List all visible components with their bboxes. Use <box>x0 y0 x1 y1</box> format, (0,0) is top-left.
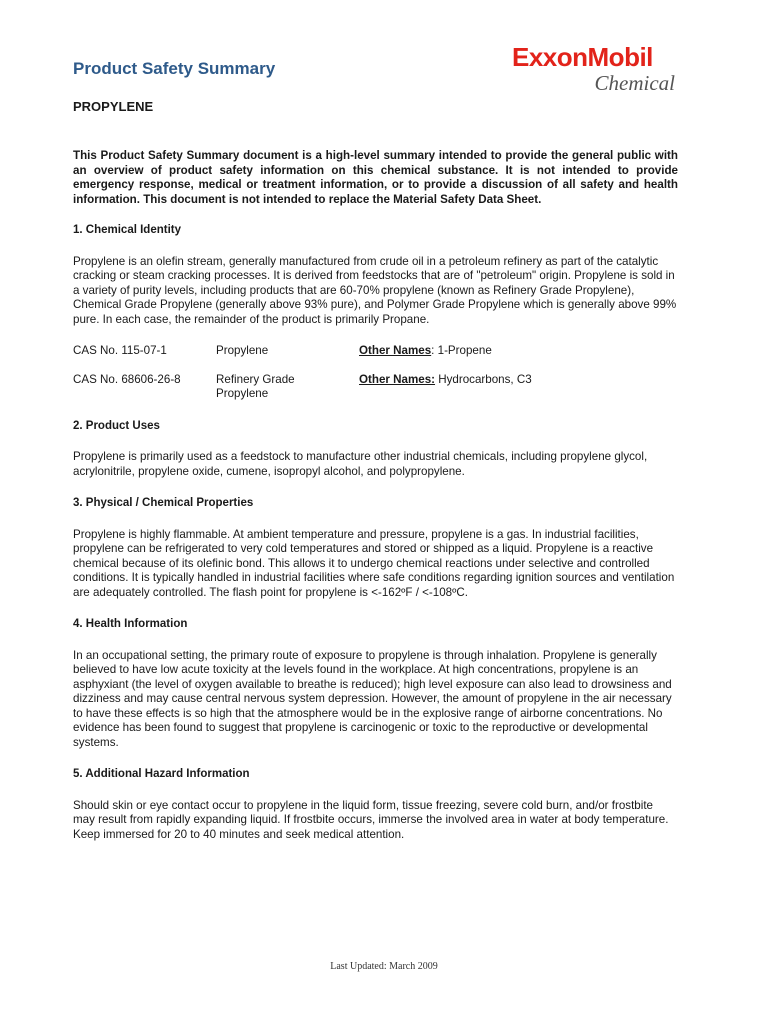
other-names-separator: : <box>431 344 435 357</box>
intro-paragraph: This Product Safety Summary document is a high-level summary intended to provide the general public with an overview of product safety information on this chemical substance. It is not intended to provide emergency response, medical or treatment information, or to provide a discussion of all safety and health information. This document is not intended to replace the Material Safety Data Sheet. <box>73 149 678 206</box>
logo-subtitle: Chemical <box>594 71 675 95</box>
cas-other-names <box>359 344 678 359</box>
cas-other-names <box>359 373 678 402</box>
physical-properties-text: Propylene is highly flammable. At ambient temperature and pressure, propylene is a gas. In industrial facilities, propylene can be refrigerated to very cold temperatures and stored or shipped as a liquid. Propylene is a reactive chemical because of its olefinic bond. This allows it to undergo chemical reactions under selective and controlled conditions. It is typically handled in industrial facilities where safe conditions regarding ignition sources and ventilation are adequately controlled. The flash point for propylene is <-162ºF / <-108ºC. <box>73 527 675 599</box>
document-body <box>73 149 678 859</box>
other-names-label: Other Names: <box>359 372 436 386</box>
cas-row <box>73 373 678 402</box>
health-information-text: In an occupational setting, the primary route of exposure to propylene is through inhalation. Propylene is generally believed to have low acute toxicity at the levels found in the workplace. At high concentrations, propylene is an asphyxiant (the level of oxygen available to breathe is reduced); high level exposure can also lead to drowsiness and dizziness and may cause central nervous system depression. However, the amount of propylene in the air necessary to have these effects is so high that the atmosphere would be in the explosive range of airborne concentrations. No evidence has been found to suggest that propylene is carcinogenic or toxic to the reproductive or developmental systems. <box>73 648 672 749</box>
logo-wordmark: ExxonMobil <box>512 42 653 72</box>
cas-number: CAS No. 115-07-1 <box>73 344 167 357</box>
cas-substance-name: Refinery Grade Propylene <box>216 372 295 400</box>
section-heading-physical-properties: 3. Physical / Chemical Properties <box>73 497 254 509</box>
section-heading-health-information: 4. Health Information <box>73 618 188 630</box>
other-names-value: Hydrocarbons, C3 <box>435 372 532 386</box>
section-heading-chemical-identity: 1. Chemical Identity <box>73 224 182 236</box>
exxonmobil-chemical-logo <box>510 42 685 98</box>
cas-row <box>73 344 678 359</box>
document-title: Product Safety Summary <box>73 59 276 78</box>
additional-hazard-text: Should skin or eye contact occur to propylene in the liquid form, tissue freezing, severe cold burn, and/or frostbite may result from rapidly expanding liquid. If frostbite occurs, immerse the involved area in water at body temperature. Keep immersed for 20 to 40 minutes and seek medical attention. <box>73 798 669 841</box>
last-updated-footer: Last Updated: March 2009 <box>330 961 438 972</box>
cas-number: CAS No. 68606-26-8 <box>73 372 181 386</box>
chemical-identity-text: Propylene is an olefin stream, generally manufactured from crude oil in a petroleum refinery as part of the catalytic cracking or steam cracking processes. It is derived from feedstocks that are of "petroleum" origin. Propylene is sold in a variety of purity levels, including products that are 60-70% propylene (known as Refinery Grade Propylene), Chemical Grade Propylene (generally above 93% pure), and Polymer Grade Propylene which is generally above 99% pure. In each case, the remainder of the product is primarily Propane. <box>73 254 677 326</box>
section-heading-product-uses: 2. Product Uses <box>73 419 160 432</box>
section-heading-additional-hazard: 5. Additional Hazard Information <box>73 768 250 780</box>
product-name: PROPYLENE <box>73 99 154 114</box>
other-names-label: Other Names <box>359 344 432 357</box>
cas-substance-name: Propylene <box>216 344 269 357</box>
other-names-value: 1-Propene <box>434 344 492 357</box>
product-uses-text: Propylene is primarily used as a feedstock to manufacture other industrial chemicals, including propylene glycol, acrylonitrile, propylene oxide, cumene, isopropyl alcohol, and polypropylene. <box>73 450 648 478</box>
